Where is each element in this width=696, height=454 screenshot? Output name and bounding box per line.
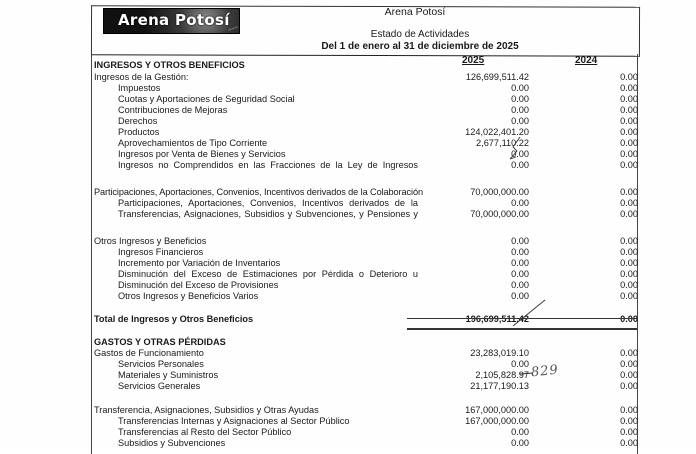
report-period: Del 1 de enero al 31 de diciembre de 2025 [321,41,519,52]
table-row [0,405,696,416]
table-row [0,236,696,247]
value-2024: 0.00 [620,416,638,426]
handwritten-check-mark-icon [500,135,530,165]
value-2024: 0.00 [620,359,638,369]
row-label: INGRESOS Y OTROS BENEFICIOS [94,60,245,70]
handwritten-slash-mark-icon [505,298,555,328]
row-label: Subsidios y Subvenciones [118,438,226,448]
table-row [0,280,696,291]
value-2025: 0.00 [511,105,529,115]
value-2025: 2,677,110.22 [476,138,529,148]
row-label: Ingresos por Venta de Bienes y Servicios [118,149,286,159]
value-2025: 0.00 [511,247,529,257]
value-2024: 0.00 [620,72,638,82]
table-row [0,187,696,198]
value-2025: 23,283,019.10 [470,348,529,358]
table-row [0,209,696,220]
value-2025: 70,000,000.00 [470,187,529,197]
value-2025: 0.00 [511,427,529,437]
table-row [0,381,696,392]
row-label: GASTOS Y OTRAS PÉRDIDAS [94,337,226,347]
table-row [0,127,696,138]
column-header-2025: 2025 [462,55,485,66]
value-2025: 0.00 [511,149,529,159]
value-2025: 70,000,000.00 [470,209,529,219]
value-2024: 0.00 [620,269,638,279]
value-2024: 0.00 [620,116,638,126]
row-label: Servicios Generales [118,381,201,391]
value-2025: 0.00 [511,160,529,170]
value-2024: 0.00 [620,149,638,159]
table-row [0,269,696,280]
table-row [0,160,696,171]
handwritten-note: 829 [530,362,560,381]
row-label: Contribuciones de Mejoras [118,105,228,115]
value-2024: 0.00 [620,187,638,197]
table-row [0,105,696,116]
table-row [0,247,696,258]
value-2024: 0.00 [620,247,638,257]
value-2024: 0.00 [620,348,638,358]
logo-text: Arena Potosí [118,11,230,29]
table-row [0,438,696,449]
table-row [0,116,696,127]
value-2024: 0.00 [620,427,638,437]
value-2024: 0.00 [620,370,638,380]
value-2025: 124,022,401.20 [465,127,529,137]
row-label: Servicios Personales [118,359,204,369]
table-row [0,370,696,381]
row-label: Transferencias al Resto del Sector Público [118,427,292,437]
value-2025: 167,000,000.00 [465,416,529,426]
value-2025: 21,177,190.13 [470,381,529,391]
table-row [0,337,696,348]
total-bottom-rule [407,328,637,330]
row-label: Disminución del Exceso de Estimaciones por Pérdida o Deterioro u [118,269,418,279]
table-row [0,348,696,359]
row-label: Gastos de Funcionamiento [94,348,204,358]
value-2024: 0.00 [620,280,638,290]
row-label: Transferencia, Asignaciones, Subsidios y Otras Ayudas [94,405,319,415]
row-label: Otros Ingresos y Beneficios Varios [118,291,259,301]
row-label: Transferencias, Asignaciones, Subsidios y Subvenciones, y Pensiones y [118,209,418,219]
row-label: Transferencias Internas y Asignaciones al Sector Público [118,416,350,426]
value-2025: 0.00 [511,438,529,448]
row-label: Otros Ingresos y Beneficios [94,236,207,246]
value-2024: 0.00 [620,94,638,104]
table-row [0,60,696,71]
row-label: Derechos [118,116,158,126]
value-2024: 0.00 [620,405,638,415]
value-2025: 0.00 [511,269,529,279]
value-2024: 0.00 [620,236,638,246]
value-2024: 0.00 [620,438,638,448]
value-2024: 0.00 [620,314,638,324]
value-2024: 0.00 [620,381,638,391]
entity-name: Arena Potosí [384,6,446,18]
value-2024: 0.00 [620,138,638,148]
value-2025: 126,699,511.42 [465,72,529,82]
table-row [0,359,696,370]
table-row [0,198,696,209]
value-2025: 2,105,828.97 [475,370,529,380]
table-row [0,149,696,160]
value-2025: 0.00 [511,236,529,246]
table-row [0,416,696,427]
value-2025: 0.00 [511,116,529,126]
value-2025: 167,000,000.00 [465,405,529,415]
table-row [0,94,696,105]
value-2025: 0.00 [511,94,529,104]
row-label: Ingresos de la Gestión: [94,72,189,82]
value-2024: 0.00 [620,127,638,137]
value-2024: 0.00 [620,83,638,93]
table-row [0,427,696,438]
row-label: Disminución del Exceso de Provisiones [118,280,279,290]
value-2024: 0.00 [620,198,638,208]
value-2025: 0.00 [511,258,529,268]
row-label: Participaciones, Aportaciones, Convenios, Incentivos derivados de la [118,198,418,208]
value-2025: 0.00 [511,291,529,301]
column-header-2024: 2024 [575,55,598,66]
row-label: Ingresos no Comprendidos en las Fracciones de la Ley de Ingresos [118,160,418,170]
table-row [0,314,696,325]
value-2024: 0.00 [620,105,638,115]
table-row [0,72,696,83]
value-2024: 0.00 [620,258,638,268]
value-2025: 0.00 [511,198,529,208]
table-row [0,83,696,94]
row-label: Materiales y Suministros [118,370,219,380]
value-2024: 0.00 [620,291,638,301]
table-row [0,138,696,149]
row-label: Impuestos [118,83,161,93]
row-label: Aprovechamientos de Tipo Corriente [118,138,268,148]
report-title: Estado de Actividades [370,29,470,40]
table-row [0,258,696,269]
row-label: Incremento por Variación de Inventarios [118,258,281,268]
value-2025: 0.00 [511,359,529,369]
row-label: Ingresos Financieros [118,247,204,257]
row-label: Total de Ingresos y Otros Beneficios [94,314,254,324]
value-2025: 196,699,511.42 [465,314,529,324]
value-2025: 0.00 [511,83,529,93]
value-2024: 0.00 [620,209,638,219]
arena-potosi-logo [103,8,240,34]
table-row [0,291,696,302]
row-label: Productos [118,127,160,137]
row-label: Participaciones, Aportaciones, Convenios, Incentivos derivados de la Colaboración [94,187,423,197]
value-2024: 0.00 [620,160,638,170]
value-2025: 0.00 [511,280,529,290]
row-label: Cuotas y Aportaciones de Seguridad Social [118,94,295,104]
